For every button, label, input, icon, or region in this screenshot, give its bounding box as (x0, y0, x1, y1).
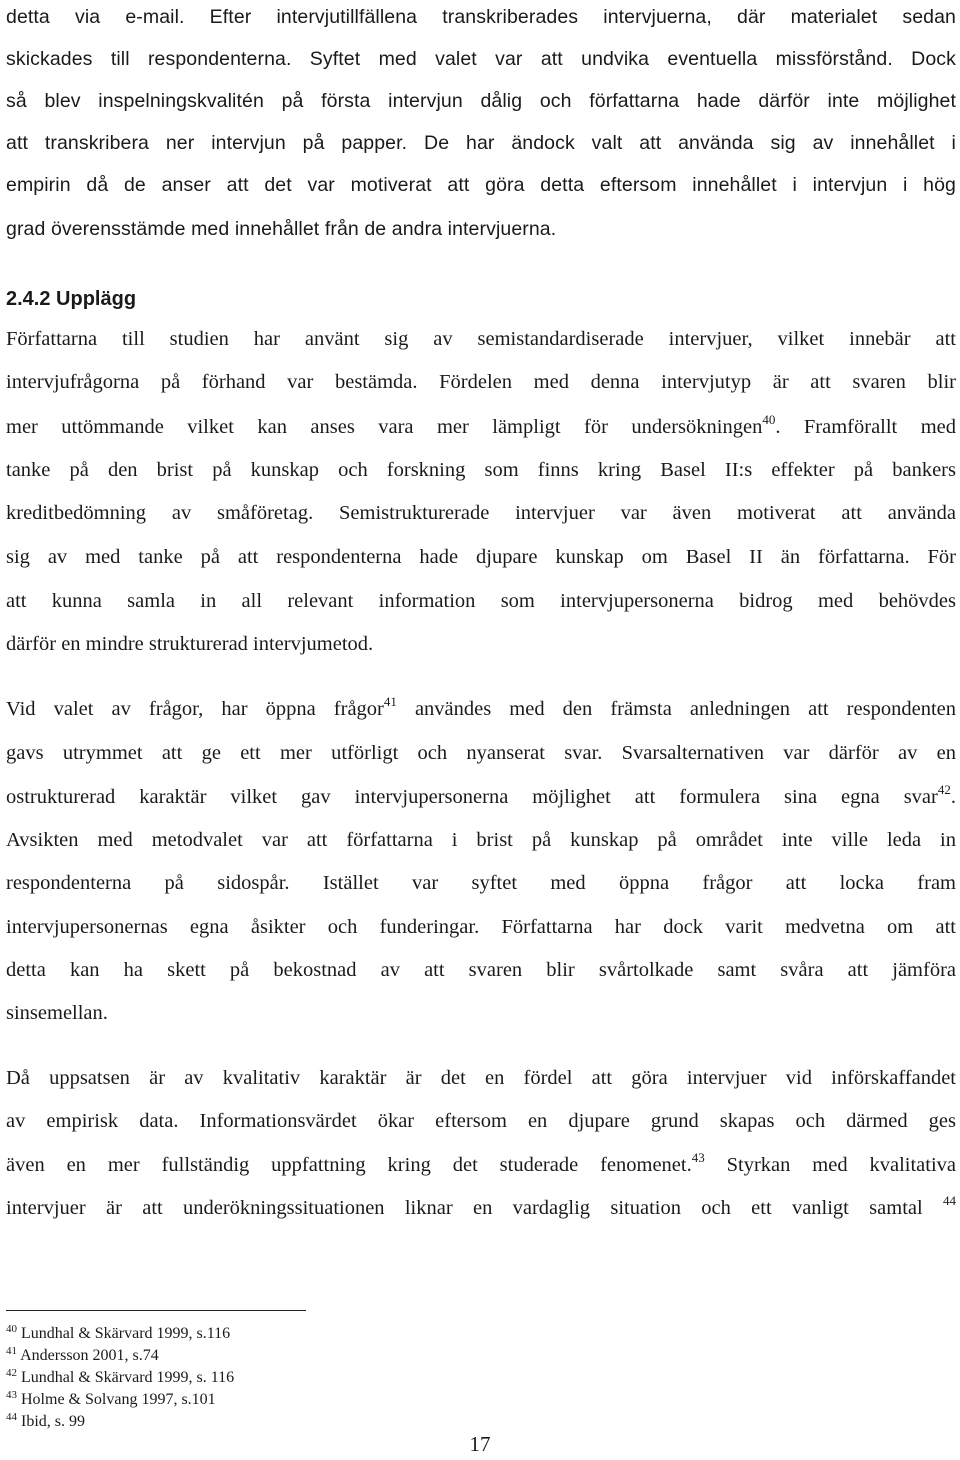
paragraph-line: intervjupersonernas egna åsikter och funderingar. Författarna har dock varit medvetna om att (6, 916, 956, 938)
paragraph-line: respondenterna på sidospår. Istället var syftet med öppna frågor att locka fram (6, 872, 956, 894)
paragraph-line: grad överensstämde med innehållet från de andra intervjuerna. (6, 218, 557, 240)
paragraph-line: därför en mindre strukturerad intervjumetod. (6, 633, 374, 655)
footnote-number: 42 (6, 1367, 17, 1379)
paragraph-line: tanke på den brist på kunskap och forskning som finns kring Basel II:s effekter på bankers (6, 459, 956, 481)
text-run: mer uttömmande vilket kan anses vara mer lämpligt för undersökningen (6, 416, 763, 438)
footnote (6, 1368, 234, 1389)
footnote (6, 1390, 216, 1411)
paragraph-line: Avsikten med metodvalet var att författarna i brist på kunskap på området inte ville leda in (6, 829, 956, 851)
text-run: Vid valet av frågor, har öppna frågor (6, 698, 384, 720)
paragraph-line: Då uppsatsen är av kvalitativ karaktär är det en fördel att göra intervjuer vid införskaffandet (6, 1067, 956, 1089)
footnote-number: 44 (6, 1411, 17, 1423)
paragraph-line: sig av med tanke på att respondenterna hade djupare kunskap om Basel II än författarna. För (6, 546, 956, 568)
text-run: . Framförallt med (775, 416, 956, 438)
footnote-number: 43 (6, 1389, 17, 1401)
footnote-text: Lundhal & Skärvard 1999, s.116 (21, 1325, 231, 1342)
section-heading: 2.4.2 Upplägg (6, 288, 137, 310)
paragraph-line: att kunna samla in all relevant information som intervjupersonerna bidrog med behövdes (6, 590, 956, 612)
page-number: 17 (469, 1432, 491, 1456)
text-run: även en mer fullständig uppfattning kring det studerade fenomenet. (6, 1154, 692, 1176)
paragraph-line: att transkribera ner intervjun på papper. De har ändock valt att använda sig av innehållet i (6, 132, 956, 154)
footnote-text: Lundhal & Skärvard 1999, s. 116 (17, 1369, 235, 1386)
paragraph-line (6, 414, 956, 442)
footnote (6, 1346, 159, 1367)
footnote-number: 41 (6, 1345, 17, 1357)
paragraph-line: så blev inspelningskvalitén på första intervjun dålig och författarna hade därför inte möjlighet (6, 90, 956, 112)
paragraph-line: detta via e-mail. Efter intervjutillfällena transkriberades intervjuerna, där materialet sedan (6, 6, 956, 28)
text-run: användes med den främsta anledningen att respondenten (396, 698, 956, 720)
paragraph-line: skickades till respondenterna. Syftet med valet var att undvika eventuella missförstånd. Dock (6, 48, 956, 70)
footnote (6, 1324, 230, 1345)
paragraph-line: av empirisk data. Informationsvärdet ökar eftersom en djupare grund skapas och därmed ges (6, 1110, 956, 1132)
paragraph-line: kreditbedömning av småföretag. Semistrukturerade intervjuer var även motiverat att använda (6, 502, 956, 524)
paragraph-line: intervjufrågorna på förhand var bestämda. Fördelen med denna intervjutyp är att svaren blir (6, 371, 956, 393)
paragraph-line: sinsemellan. (6, 1002, 108, 1024)
footnote (6, 1412, 85, 1433)
text-run: . (950, 786, 956, 808)
text-run: Styrkan med kvalitativa (704, 1154, 956, 1176)
footnote-ref: 42 (937, 782, 951, 797)
paragraph-line (6, 696, 956, 724)
footnote-ref: 41 (383, 694, 397, 709)
footnote-number: 40 (6, 1323, 17, 1335)
paragraph-line: gavs utrymmet att ge ett mer utförligt och nyanserat svar. Svarsalternativen var därför av en (6, 742, 956, 764)
footnote-text: Ibid, s. 99 (17, 1413, 85, 1430)
footnote-text: Andersson 2001, s.74 (17, 1347, 159, 1364)
footnote-text: Holme & Solvang 1997, s.101 (17, 1391, 216, 1408)
footnote-ref: 43 (691, 1150, 705, 1165)
text-run: ostrukturerad karaktär vilket gav intervjupersonerna möjlighet att formulera sina egna svar (6, 786, 938, 808)
paragraph-line (6, 784, 956, 812)
footnote-separator (6, 1310, 306, 1311)
paragraph-line: detta kan ha skett på bekostnad av att svaren blir svårtolkade samt svåra att jämföra (6, 959, 956, 981)
paragraph-line (6, 1195, 956, 1223)
paragraph-line: empirin då de anser att det var motiverat att göra detta eftersom innehållet i intervjun i hög (6, 174, 956, 196)
paragraph-line: Författarna till studien har använt sig av semistandardiserade intervjuer, vilket innebär att (6, 328, 956, 350)
footnote-ref: 44 (943, 1193, 957, 1208)
paragraph-line (6, 1152, 956, 1180)
footnote-ref: 40 (762, 412, 776, 427)
text-run: intervjuer är att underökningssituationen liknar en vardaglig situation och ett vanligt samtal (6, 1197, 923, 1219)
